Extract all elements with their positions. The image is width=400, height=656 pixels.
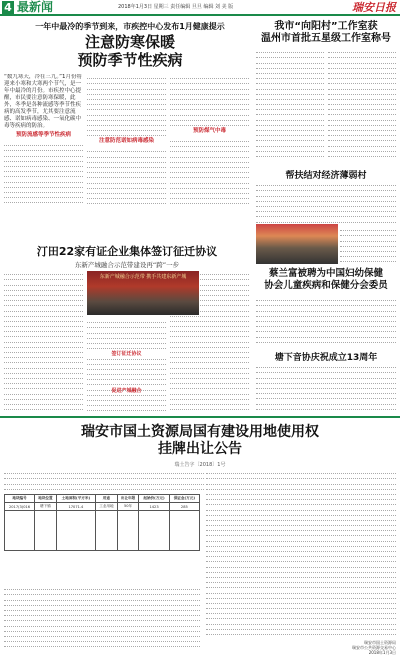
second-article-subhead-2: 促进产城融合 bbox=[111, 388, 142, 394]
notice-left-terms bbox=[4, 585, 200, 651]
right-article-4-body bbox=[256, 363, 396, 413]
lead-subhead-2: 注意防范诺如病毒感染 bbox=[98, 138, 154, 145]
table-row bbox=[5, 511, 200, 551]
right-article-2-body bbox=[256, 181, 396, 223]
second-article-subtitle: 东新产城融合示范带建设再“跨”一步 bbox=[74, 261, 180, 269]
second-article-column-1 bbox=[4, 270, 83, 414]
notice-table bbox=[4, 494, 200, 551]
table-cell: 17071.4 bbox=[56, 503, 95, 511]
lead-intro: “数九寒天，冷在三九。”1月份将迎来小寒和大寒两个节气，是一年中最冷的月份。市疾控中心提醒，市民要注意防寒保暖，此外，冬季是各种流感等季节性疾病的高发季节，尤其要注意流感、诺如病毒感染、一氧化碳中毒等疾病的防治。 bbox=[4, 74, 82, 129]
right-article-1-body bbox=[256, 48, 396, 163]
table-header-cell: 起始价(万元) bbox=[139, 495, 169, 503]
notice-byline: 瑞土告字〔2018〕1号 bbox=[174, 462, 226, 468]
second-article-title: 汀田22家有证企业集体签订征迁协议 bbox=[36, 245, 218, 258]
table-cell bbox=[5, 511, 35, 551]
dateline: 2018年1月3日 星期三 责任编辑 旦旦 编辑 刘 美 版 bbox=[118, 4, 234, 10]
section-divider bbox=[0, 416, 400, 418]
table-header-cell: 地块编号 bbox=[5, 495, 35, 503]
lead-column-2 bbox=[87, 74, 166, 224]
notice-right-terms bbox=[206, 469, 396, 641]
table-cell: 2017(3)016 bbox=[5, 503, 35, 511]
right-article-2-photo bbox=[256, 224, 338, 264]
table-cell bbox=[117, 511, 139, 551]
table-cell: 1423 bbox=[139, 503, 169, 511]
table-cell: 285 bbox=[169, 503, 199, 511]
right-article-2-title: 帮扶结对经济薄弱村 bbox=[285, 171, 367, 181]
second-article-column-2 bbox=[87, 318, 166, 414]
right-article-3-body bbox=[256, 296, 396, 344]
section-title: 最新闻 bbox=[17, 0, 54, 14]
notice-signature: 瑞安市国土资源局 瑞安市公共资源交易中心 2018年1月3日 bbox=[352, 640, 396, 655]
table-cell: 50年 bbox=[117, 503, 139, 511]
newspaper-logo: 瑞安日报 bbox=[352, 1, 396, 14]
table-header-cell: 土地面积(平方米) bbox=[56, 495, 95, 503]
table-cell: 工业用地 bbox=[96, 503, 118, 511]
table-cell bbox=[139, 511, 169, 551]
lead-subhead-3: 预防煤气中毒 bbox=[192, 127, 226, 134]
right-article-2-photo-caption bbox=[340, 226, 396, 264]
table-cell bbox=[169, 511, 199, 551]
lead-subhead-1: 预防流感等季节性疾病 bbox=[15, 132, 71, 138]
table-row bbox=[5, 503, 200, 511]
lead-column-3 bbox=[170, 74, 249, 224]
table-header-cell: 保证金(万元) bbox=[169, 495, 199, 503]
page-number: 4 bbox=[2, 1, 14, 14]
lead-title: 注意防寒保暖 预防季节性疾病 bbox=[77, 33, 183, 69]
notice-title: 瑞安市国土资源局国有建设用地使用权 挂牌出让公告 bbox=[81, 424, 319, 457]
notice-intro bbox=[4, 469, 204, 493]
right-article-4-title: 塘下音协庆祝成立13周年 bbox=[274, 353, 378, 363]
table-header-cell: 出让年限 bbox=[117, 495, 139, 503]
second-article-subhead-1: 签订征迁协议 bbox=[111, 351, 142, 357]
photo-banner-text: 东新产城融合示范带 携手共建东新产城 bbox=[99, 274, 187, 280]
lead-column-1 bbox=[4, 74, 83, 224]
table-header-cell: 用途 bbox=[96, 495, 118, 503]
right-article-3-title: 蔡兰富被聘为中国妇幼保健 协会儿童疾病和保健分会委员 bbox=[264, 268, 388, 291]
table-header-row bbox=[5, 495, 200, 503]
lead-kicker: 一年中最冷的季节到来，市疾控中心发布1月健康提示 bbox=[35, 22, 225, 31]
table-cell bbox=[35, 511, 57, 551]
table-cell: 塘下镇 bbox=[35, 503, 57, 511]
right-article-1-title: 我市“向阳村”工作室获 温州市首批五星级工作室称号 bbox=[261, 21, 391, 44]
lead-body bbox=[4, 74, 250, 224]
table-cell bbox=[96, 511, 118, 551]
table-cell bbox=[56, 511, 95, 551]
table-header-cell: 地块位置 bbox=[35, 495, 57, 503]
page-header bbox=[0, 0, 400, 16]
